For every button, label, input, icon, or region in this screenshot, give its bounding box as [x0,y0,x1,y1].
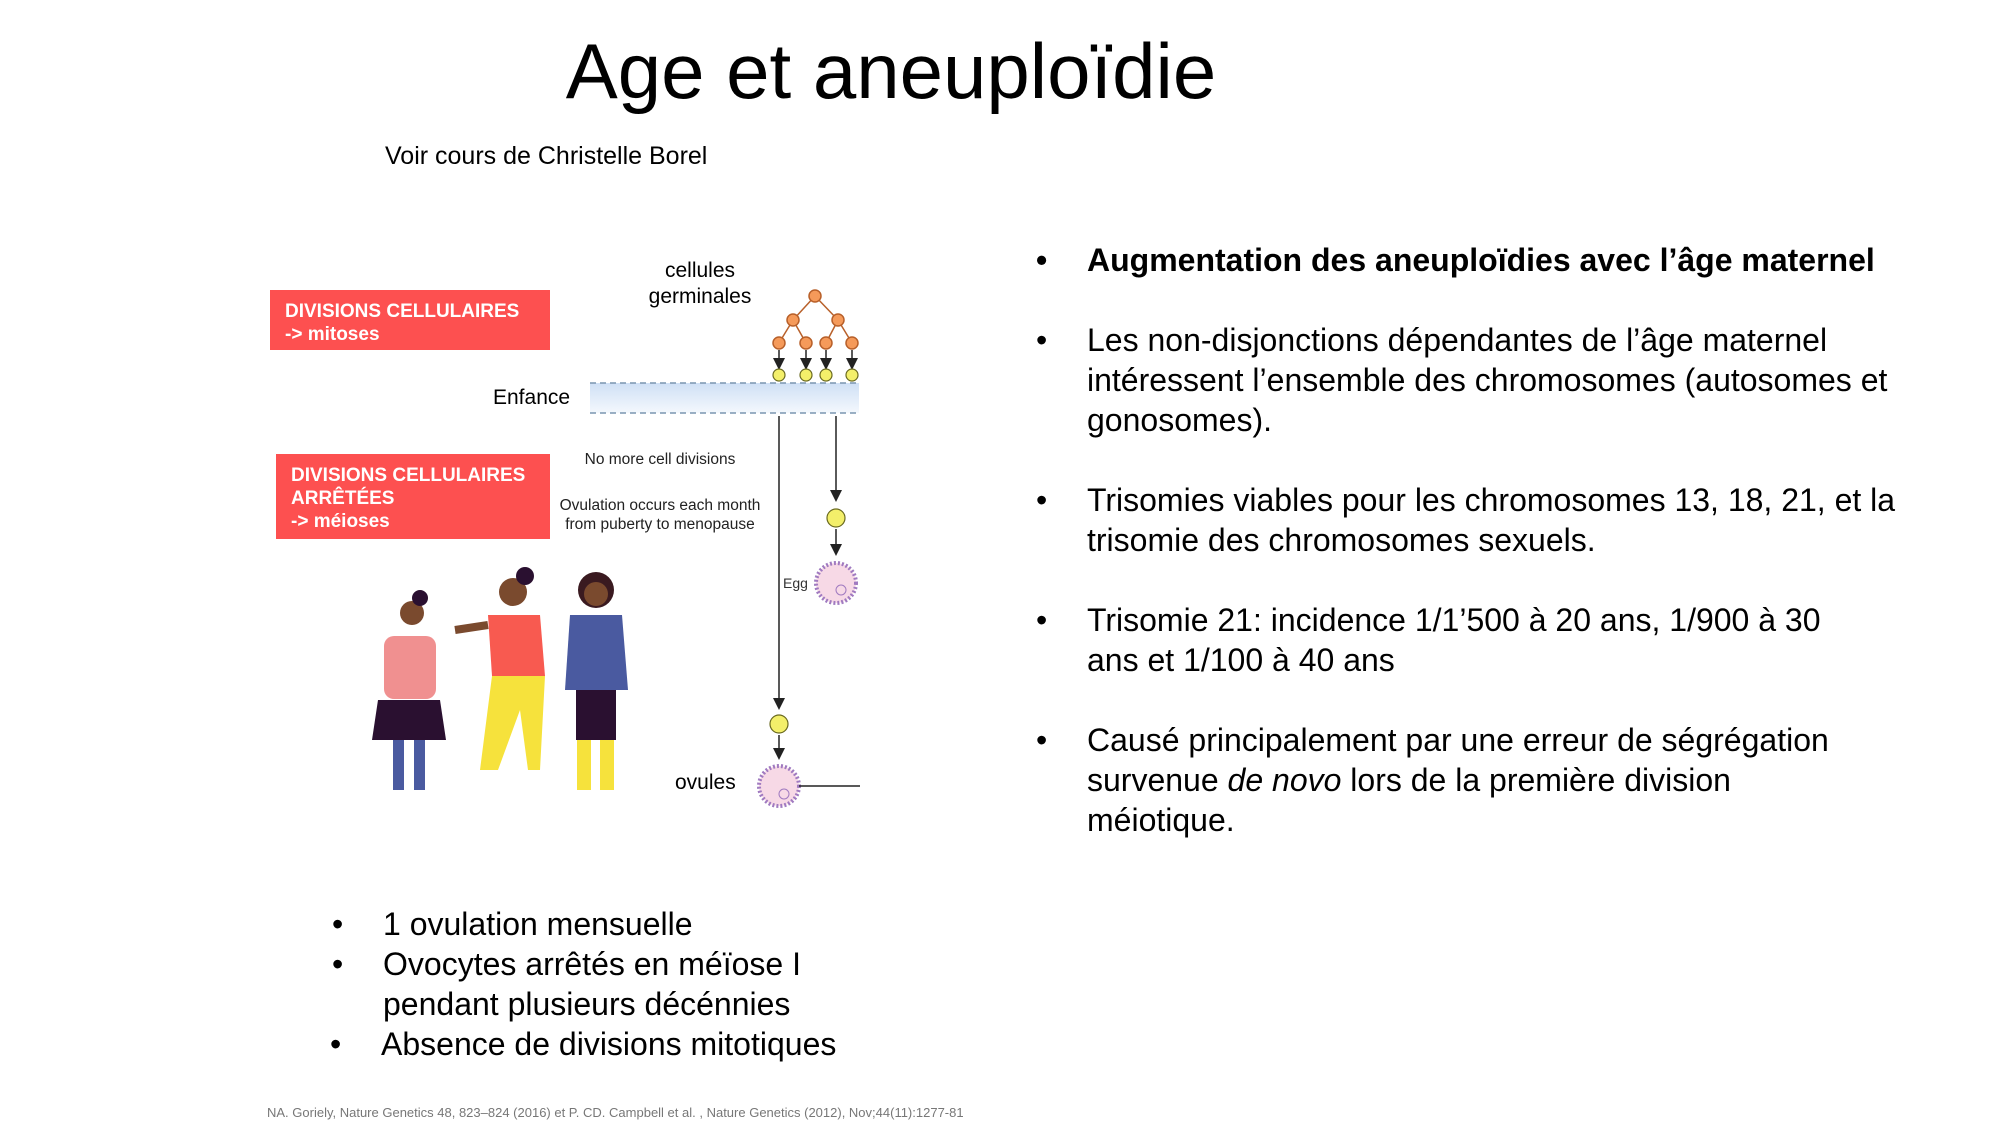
ovulation-label [550,496,770,534]
bullet-text: Les non-disjonctions dépendantes de l’âge maternel intéressent l’ensemble des chromosomes (autosomes et gonosomes). [1087,322,1888,438]
germ-cells-label [630,258,770,310]
box2-line2: ARRÊTÉES [291,488,395,509]
bullet-item [332,944,853,1024]
bullet-icon: • [1036,322,1048,358]
bullet-text: Ovocytes arrêtés en méïose I pendant plusieurs décénnies [383,946,801,1022]
childhood-label: Enfance [493,386,571,409]
bullet-item [332,904,983,944]
egg-cells [759,563,860,806]
box1-line2: -> mitoses [285,324,380,345]
box2-line1: DIVISIONS CELLULAIRES [291,465,526,486]
bullet-text: 1 ovulation mensuelle [383,906,693,942]
bullet-item [1036,600,1827,680]
germ-cells-line1: cellules [664,259,736,282]
bullet-text: Absence de divisions mitotiques [381,1026,837,1062]
bullet-text: lors de la première division méiotique. [1087,762,1731,838]
germ-cells-line2: germinales [648,285,752,308]
left-bullet-list [330,904,983,1064]
bullet-text: Causé principalement par une erreur de ségrégation survenue [1087,722,1829,798]
mitosis-label-box [270,290,550,350]
meiosis-label-box [276,454,550,539]
box2-line3: -> méioses [291,511,390,532]
reference-footer: NA. Goriely, Nature Genetics 48, 823–824 (2016) et P. CD. Campbell et al. , Nature Genetics (2012), Nov;44(11):1277-81 [267,1105,964,1120]
germ-cell-tree [773,290,858,349]
oocytes [770,369,858,733]
bullet-text: Augmentation des aneuploïdies avec l’âge maternel [1087,242,1875,278]
egg-label: Egg [783,575,808,591]
bullet-item [1036,480,1937,560]
bullet-item [330,1024,983,1064]
bullet-icon: • [332,946,344,982]
no-divisions-label: No more cell divisions [584,451,736,468]
bullet-icon: • [332,906,344,942]
young-woman-figure [455,567,545,770]
slide-title: Age et aneuploïdie [565,27,1217,115]
bullet-icon: • [1036,242,1048,278]
box1-line1: DIVISIONS CELLULAIRES [285,301,520,322]
girl-figure [372,590,446,790]
bullet-icon: • [330,1026,342,1062]
ovulation-line2: from puberty to menopause [565,516,755,533]
bullet-item [1036,240,1937,280]
bullet-text: Trisomies viables pour les chromosomes 13, 18, 21, et la trisomie des chromosomes sexuels. [1087,482,1896,558]
childhood-band [590,383,859,413]
ovules-label: ovules [675,771,736,794]
subtitle: Voir cours de Christelle Borel [385,142,708,170]
bullet-icon: • [1036,722,1048,758]
bullet-item [1036,720,1887,840]
bullet-icon: • [1036,602,1048,638]
woman-figure [565,572,628,790]
bullet-emphasis: de novo [1227,762,1342,798]
right-bullet-list [1036,240,1937,880]
bullet-text: Trisomie 21: incidence 1/1’500 à 20 ans, 1/900 à 30 ans et 1/100 à 40 ans [1087,602,1821,678]
bullet-icon: • [1036,482,1048,518]
bullet-item [1036,320,1937,440]
ovulation-line1: Ovulation occurs each month [559,497,761,514]
